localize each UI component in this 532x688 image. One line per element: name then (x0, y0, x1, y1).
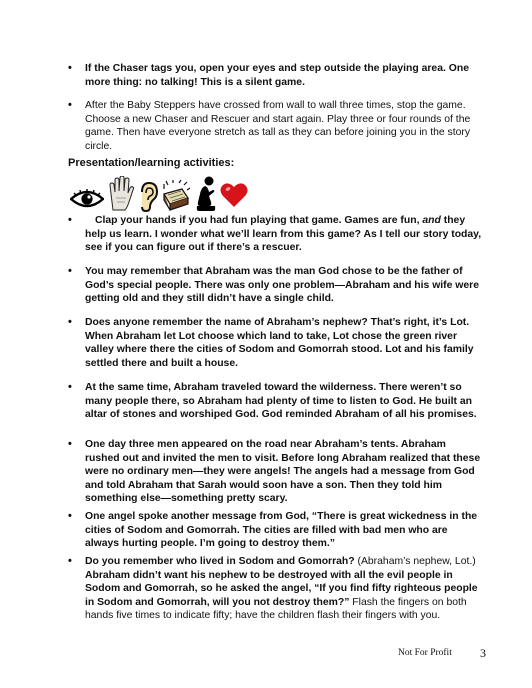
praying-person-icon (195, 176, 217, 212)
list-item (68, 99, 483, 153)
bullet-text-clap-hands: Clap your hands if you had fun playing that game. Games are fun, and they help us learn. I wonder what we’ll learn from this game? As I tell our story today, see if you can figure out if there’s a rescuer. (85, 215, 482, 254)
bullet-text-nephew-lot: Does anyone remember the name of Abraham’s nephew? That’s right, it’s Lot. When Abraham let Lot choose which land to take, Lot chose the green river valley where there the cities of Sodom and Gomorrah stood. Lot and his family settled there and built a house. (85, 317, 474, 369)
bullet-marker: • (68, 510, 72, 522)
hand-icon (108, 176, 134, 212)
bullet-marker: • (68, 381, 72, 393)
bullet-marker: • (68, 265, 72, 277)
list-item (68, 265, 483, 306)
bullet-marker: • (68, 62, 72, 74)
eye-icon (70, 188, 104, 210)
bullet-text-angel-message: One angel spoke another message from God, “There is great wickedness in the cities of Sodom and Gomorrah. The cities are filled with bad men who are always hurting people. I’m going to destroy them.” (85, 511, 478, 550)
list-item (68, 62, 483, 89)
bullet-marker: • (68, 99, 72, 111)
list-item (68, 555, 483, 623)
footer-label: Not For Profit (398, 648, 452, 658)
page-number: 3 (480, 646, 486, 660)
bullet-text-sodom-gomorrah: Do you remember who lived in Sodom and Gomorrah? (Abraham’s nephew, Lot.) Abraham didn’t want his nephew to be destroyed with all the evil people in Sodom and Gomorrah, so he asked the angel, “If you find fifty righteous people in Sodom and Gomorrah, will you not destroy them?” Flash the fingers on both hands five times to indicate fifty; have the children flash their fingers with you. (85, 556, 478, 622)
bullet-text-baby-steppers: After the Baby Steppers have crossed from wall to wall three times, stop the game. Choose a new Chaser and Rescuer and start again. Play three or four rounds of the game. Then have everyone stretch as tall as they can before joining you in the story circle. (85, 100, 471, 152)
ear-icon (138, 182, 158, 212)
book-icon (162, 180, 190, 212)
bullet-text-three-men: One day three men appeared on the road near Abraham’s tents. Abraham rushed out and invited the men to visit. Before long Abraham realized that these were no ordinary men—they were angels! The angels had a message from God and told Abraham that Sarah would soon have a son. Then they told him something else—something pretty scary. (85, 439, 481, 505)
bullet-marker: • (68, 316, 72, 328)
list-item (68, 316, 483, 370)
heart-icon (220, 182, 248, 208)
section-heading: Presentation/learning activities: (68, 157, 235, 169)
list-item (68, 214, 483, 255)
bullet-text-wilderness: At the same time, Abraham traveled toward the wilderness. There weren’t so many people there, so Abraham had plenty of time to listen to God. He built an altar of stones and worshiped God. God reminded Abraham of all his promises. (85, 382, 477, 421)
list-item (68, 510, 483, 551)
bullet-text-chaser-tags: If the Chaser tags you, open your eyes and step outside the playing area. One more thing: no talking! This is a silent game. (85, 63, 469, 88)
bullet-marker: • (68, 438, 72, 450)
bullet-marker: • (68, 214, 72, 226)
activity-icons-row (70, 176, 270, 216)
list-item (68, 381, 483, 422)
list-item (68, 438, 483, 506)
bullet-marker: • (68, 555, 72, 567)
bullet-text-abraham-father: You may remember that Abraham was the man God chose to be the father of God’s special people. There was only one problem—Abraham and his wife were getting old and they still didn’t have a single child. (85, 266, 479, 305)
